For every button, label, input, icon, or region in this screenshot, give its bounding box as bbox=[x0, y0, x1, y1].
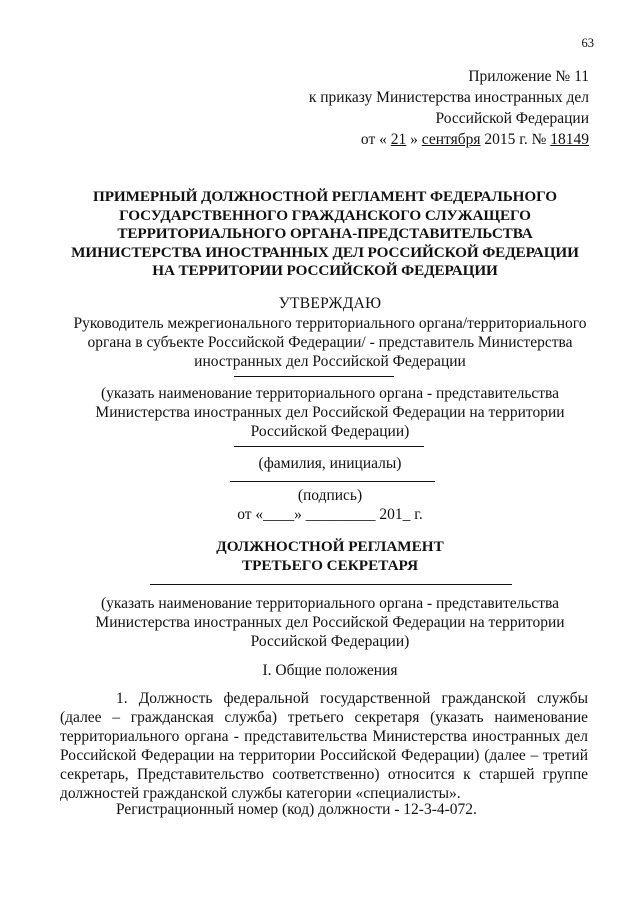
org-note-line: Российской Федерации) bbox=[250, 633, 410, 650]
regulation-title-line: ДОЛЖНОСТНОЙ РЕГЛАМЕНТ bbox=[216, 538, 444, 555]
appendix-date-prefix: от « bbox=[360, 131, 391, 148]
appendix-year: 2015 г. № bbox=[480, 131, 551, 148]
title-line: ПРИМЕРНЫЙ ДОЛЖНОСТНОЙ РЕГЛАМЕНТ ФЕДЕРАЛЬНОГО bbox=[93, 188, 557, 205]
org-note-line: Российской Федерации) bbox=[250, 423, 410, 440]
regulation-title-line: ТРЕТЬЕГО СЕКРЕТАРЯ bbox=[241, 556, 419, 574]
regulation-org-note bbox=[60, 594, 600, 651]
appendix-date-mid: » bbox=[406, 131, 422, 148]
appendix-header bbox=[309, 66, 589, 150]
title-line: ГОСУДАРСТВЕННОГО ГРАЖДАНСКОГО СЛУЖАЩЕГО bbox=[119, 206, 531, 224]
approval-line: Руководитель межрегионального территориального органа/территориального bbox=[73, 315, 587, 332]
section-heading: I. Общие положения bbox=[262, 662, 398, 679]
approval-word: УТВЕРЖДАЮ bbox=[278, 295, 382, 312]
paragraph-1: 1. Должность федеральной государственной гражданской службы (далее – гражданская служба) третьего секретаря (указать наименование территориального органа - представительства Министерства иностранных дел Российской Федерации на территории Российской Федерации) (далее – третий секретарь, Представительство соответственно) относится к старшей группе должностей гражданской службы категории «специалисты». bbox=[60, 690, 588, 802]
approval-org-note bbox=[60, 384, 600, 441]
org-note-line: Министерства иностранных дел Российской Федерации на территории bbox=[95, 404, 565, 421]
appendix-day: 21 bbox=[390, 131, 407, 148]
title-line: ТЕРРИТОРИАЛЬНОГО ОРГАНА-ПРЕДСТАВИТЕЛЬСТВА bbox=[117, 225, 533, 242]
appendix-month: сентября bbox=[421, 131, 481, 148]
org-note-line: (указать наименование территориального органа - представительства bbox=[100, 385, 560, 402]
name-blank-line bbox=[234, 446, 424, 447]
approval-line: органа в субъекте Российской Федерации/ - представитель Министерства bbox=[87, 334, 573, 351]
paragraph-2: Регистрационный номер (код) должности - 12-3-4-072. bbox=[116, 801, 477, 818]
approval-line: иностранных дел Российской Федерации bbox=[194, 353, 466, 370]
org-name-blank-line bbox=[234, 376, 394, 377]
signature-blank-line bbox=[230, 481, 435, 482]
title-line: МИНИСТЕРСТВА ИНОСТРАННЫХ ДЕЛ РОССИЙСКОЙ ФЕДЕРАЦИИ bbox=[71, 243, 579, 261]
page-number: 63 bbox=[581, 36, 594, 50]
appendix-number: Приложение № 11 bbox=[468, 68, 589, 85]
title-line: НА ТЕРРИТОРИИ РОССИЙСКОЙ ФЕДЕРАЦИИ bbox=[152, 262, 498, 279]
appendix-date bbox=[309, 129, 589, 150]
org-note-line: Министерства иностранных дел Российской Федерации на территории bbox=[95, 614, 565, 631]
appendix-order-number: 18149 bbox=[550, 131, 589, 148]
regulation-title bbox=[60, 538, 600, 575]
signature-note: (подпись) bbox=[297, 487, 363, 504]
regulation-org-blank-line bbox=[150, 584, 512, 585]
appendix-country: Российской Федерации bbox=[435, 110, 589, 127]
document-title bbox=[60, 188, 590, 281]
appendix-order-ref: к приказу Министерства иностранных дел bbox=[308, 89, 589, 106]
name-note: (фамилия, инициалы) bbox=[258, 455, 402, 472]
org-note-line: (указать наименование территориального органа - представительства bbox=[100, 595, 560, 612]
approval-position bbox=[60, 314, 600, 371]
approval-date-line: от «____» _________ 201_ г. bbox=[237, 506, 423, 523]
